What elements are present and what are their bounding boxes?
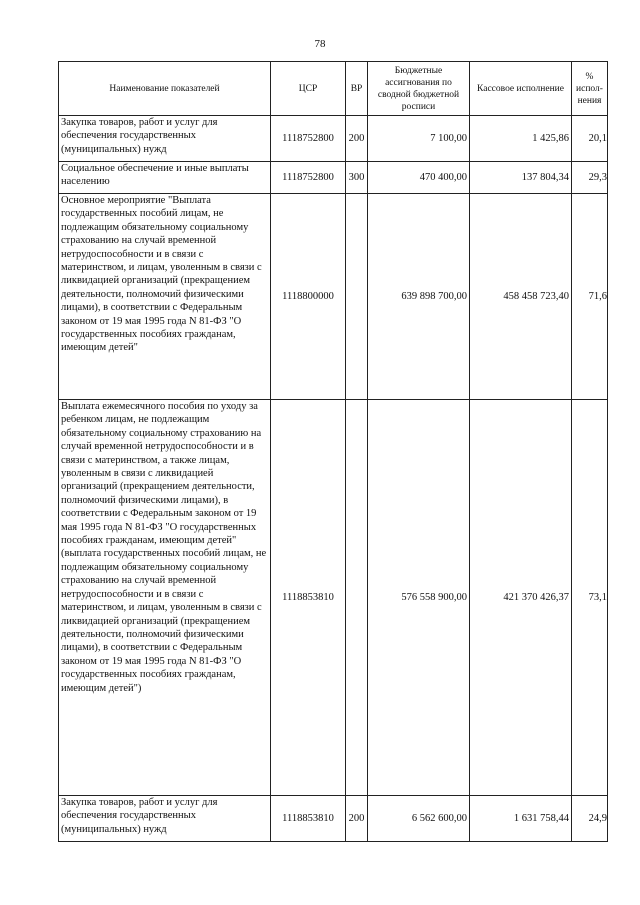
- row-name: Закупка товаров, работ и услуг для обеспечения государственных (муниципальных) нужд: [59, 796, 271, 842]
- budget-table: [58, 61, 608, 842]
- table-row: [59, 162, 608, 194]
- row-budget: 639 898 700,00: [368, 194, 470, 400]
- table-row: [59, 400, 608, 796]
- row-cash: 1 425,86: [470, 116, 572, 162]
- header-name: Наименование показателей: [59, 62, 271, 116]
- row-name: Выплата ежемесячного пособия по уходу за ребенком лицам, не подлежащим обязательному социальному страхованию на случай временной нетрудоспособности и в связи с материнством, а также лицам, уволенным в связи с ликвидацией организаций (прекращением деятельности, полномочий физическими лицами), в соответствии с Федеральным законом от 19 мая 1995 года N 81-ФЗ "О государственных пособиях гражданам, имеющим детей" (выплата государственных пособий лицам, не подлежащим обязательному социальному страхованию на случай временной нетрудоспособности и в связи с материнством, и лицам, уволенным в связи с ликвидацией организаций (прекращением деятельности, полномочий физическими лицами), в соответствии с Федеральным законом от 19 мая 1995 года N 81-ФЗ "О государственных пособиях гражданам, имеющим детей"): [59, 400, 271, 796]
- row-csr: 1118752800: [271, 116, 346, 162]
- row-cash: 421 370 426,37: [470, 400, 572, 796]
- header-vr: ВР: [346, 62, 368, 116]
- header-cash: Кассовое исполнение: [470, 62, 572, 116]
- table-row: [59, 116, 608, 162]
- row-csr: 1118752800: [271, 162, 346, 194]
- row-csr: 1118853810: [271, 400, 346, 796]
- table-header-row: [59, 62, 608, 116]
- row-vr: 200: [346, 796, 368, 842]
- row-cash: 137 804,34: [470, 162, 572, 194]
- row-pct: 73,1: [572, 400, 608, 796]
- page-number: 78: [314, 38, 326, 50]
- row-budget: 470 400,00: [368, 162, 470, 194]
- row-vr: 300: [346, 162, 368, 194]
- row-cash: 458 458 723,40: [470, 194, 572, 400]
- row-vr: [346, 194, 368, 400]
- header-budget: Бюджетные ассигнования по сводной бюджетной росписи: [368, 62, 470, 116]
- header-csr: ЦСР: [271, 62, 346, 116]
- row-csr: 1118853810: [271, 796, 346, 842]
- row-name: Социальное обеспечение и иные выплаты населению: [59, 162, 271, 194]
- row-pct: 71,6: [572, 194, 608, 400]
- row-vr: 200: [346, 116, 368, 162]
- row-budget: 7 100,00: [368, 116, 470, 162]
- row-vr: [346, 400, 368, 796]
- table-row: [59, 796, 608, 842]
- row-pct: 20,1: [572, 116, 608, 162]
- row-csr: 1118800000: [271, 194, 346, 400]
- row-name: Основное мероприятие "Выплата государственных пособий лицам, не подлежащим обязательному социальному страхованию на случай временной нетрудоспособности и в связи с материнством, и лицам, уволенным в связи с ликвидацией организаций (прекращением деятельности, полномочий физическими лицами), в соответствии с Федеральным законом от 19 мая 1995 года N 81-ФЗ "О государственных пособиях гражданам, имеющим детей": [59, 194, 271, 400]
- row-budget: 6 562 600,00: [368, 796, 470, 842]
- table-row: [59, 194, 608, 400]
- header-pct: % испол-нения: [572, 62, 608, 116]
- row-pct: 24,9: [572, 796, 608, 842]
- row-budget: 576 558 900,00: [368, 400, 470, 796]
- row-cash: 1 631 758,44: [470, 796, 572, 842]
- row-name: Закупка товаров, работ и услуг для обеспечения государственных (муниципальных) нужд: [59, 116, 271, 162]
- row-pct: 29,3: [572, 162, 608, 194]
